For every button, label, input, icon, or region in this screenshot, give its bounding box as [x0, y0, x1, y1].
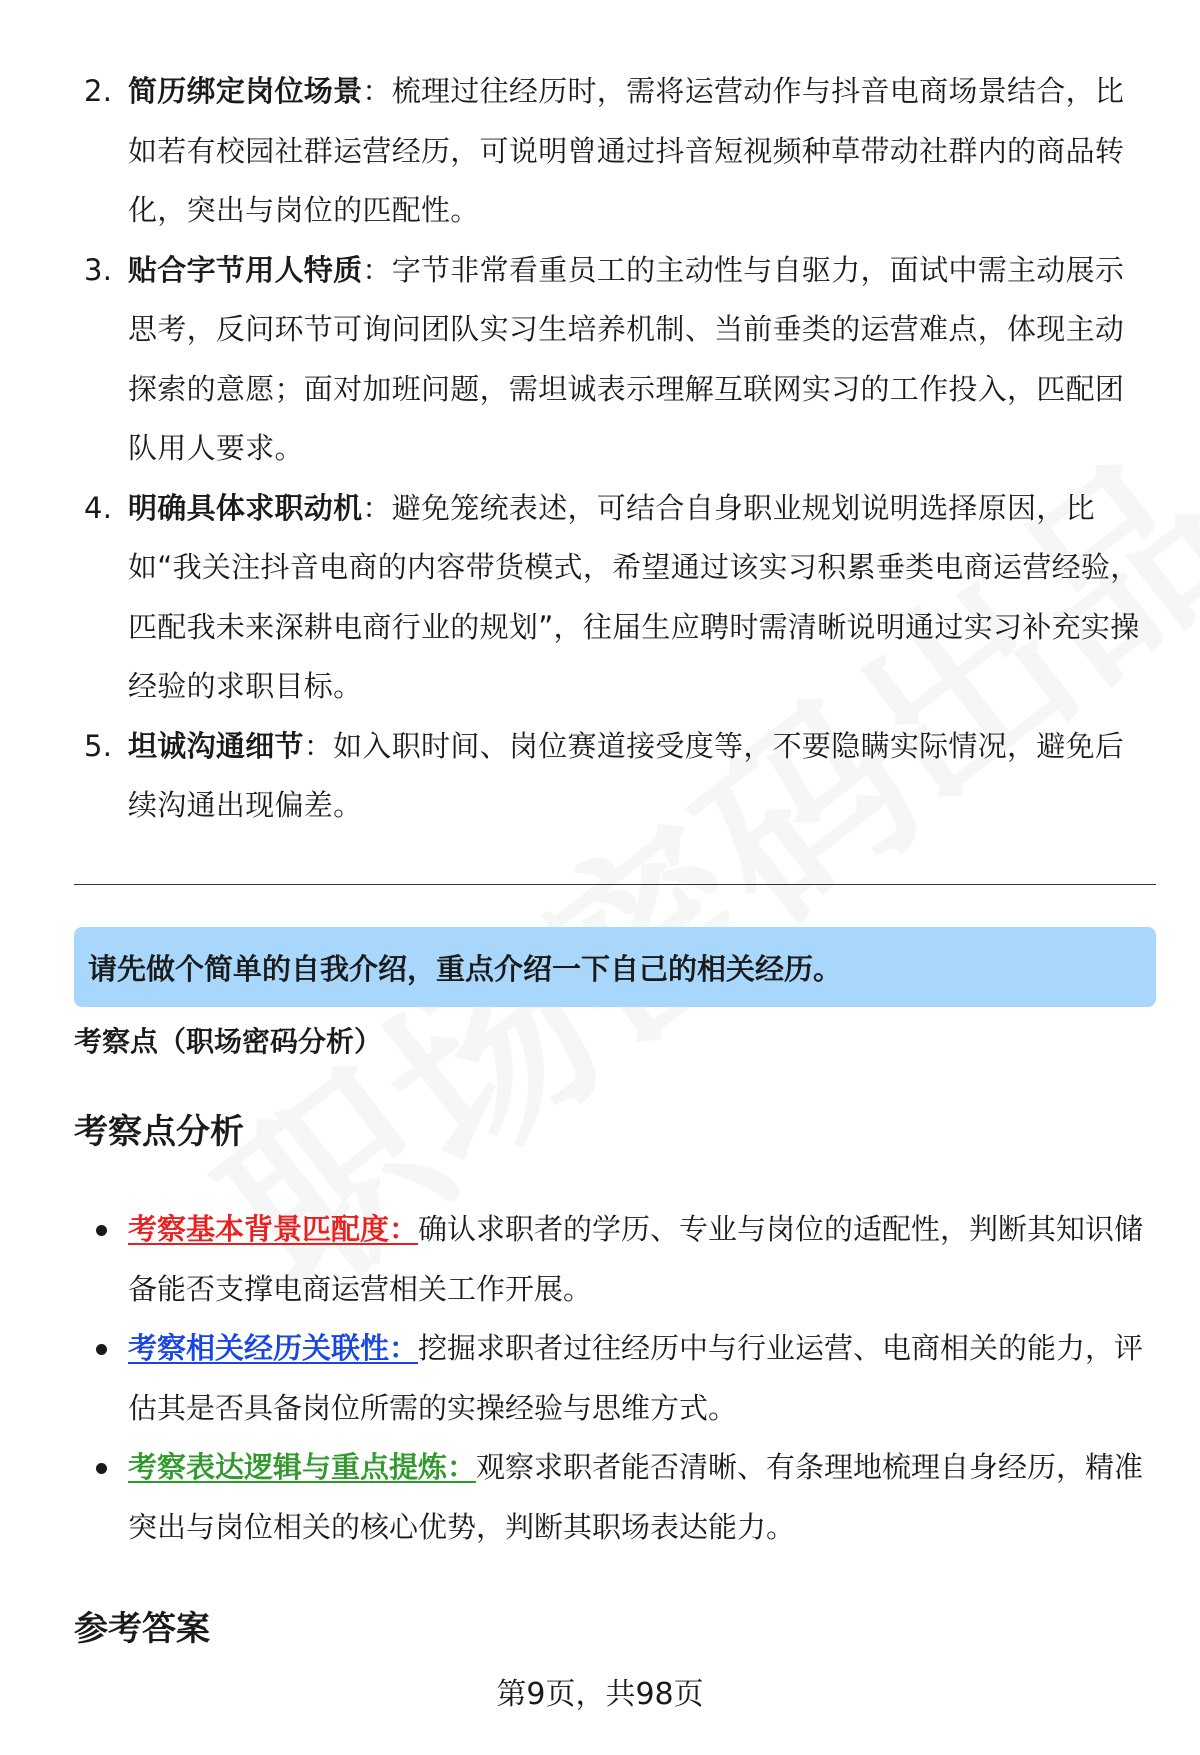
point-text: 确认求职者的学历、专业与岗位的适配性，判断其知识储备能否支撑电商运营相关工作开展。 — [128, 1212, 1144, 1306]
list-item — [74, 62, 1144, 241]
question-text: 请先做个简单的自我介绍，重点介绍一下自己的相关经历。 — [88, 951, 843, 986]
list-item — [74, 241, 1144, 479]
list-item-title: 坦诚沟通细节 — [128, 728, 304, 763]
list-item-title: 明确具体求职动机 — [128, 490, 363, 525]
point-text: 挖掘求职者过往经历中与行业运营、电商相关的能力，评估其是否具备岗位所需的实操经验与思维方式。 — [128, 1331, 1144, 1425]
list-number: 5. — [84, 728, 113, 763]
list-number: 2. — [84, 74, 113, 108]
list-item-title: 贴合字节用人特质 — [128, 252, 363, 287]
answer-heading: 参考答案 — [74, 1609, 210, 1649]
list-item — [74, 717, 1144, 836]
list-item — [74, 1200, 1144, 1319]
section-divider — [74, 884, 1156, 885]
tips-list — [74, 62, 1144, 836]
point-tag: 考察表达逻辑与重点提炼： — [128, 1450, 477, 1484]
list-item — [74, 1438, 1144, 1557]
list-item-text: ：如入职时间、岗位赛道接受度等，不要隐瞒实际情况，避免后续沟通出现偏差。 — [128, 728, 1125, 822]
question-callout — [74, 927, 1156, 1007]
list-item — [74, 479, 1144, 717]
analysis-points — [74, 1200, 1144, 1557]
list-item-text: ：避免笼统表述，可结合自身职业规划说明选择原因，比如“我关注抖音电商的内容带货模式，希望通过该实习积累垂类电商运营经验，匹配我未来深耕电商行业的规划”，往届生应聘时需清晰说明通过实习补充实操经验的求职目标。 — [128, 490, 1140, 703]
sub-label: 考察点（职场密码分析） — [74, 1025, 383, 1058]
list-item — [74, 1319, 1144, 1438]
analysis-heading: 考察点分析 — [74, 1112, 244, 1152]
list-item-text: ：梳理过往经历时，需将运营动作与抖音电商场景结合，比如若有校园社群运营经历，可说明曾通过抖音短视频种草带动社群内的商品转化，突出与岗位的匹配性。 — [128, 74, 1125, 227]
page-number: 第9页，共98页 — [496, 1677, 704, 1712]
list-number: 4. — [84, 490, 113, 525]
point-tag: 考察相关经历关联性： — [128, 1331, 419, 1365]
point-text: 观察求职者能否清晰、有条理地梳理自身经历，精准突出与岗位相关的核心优势，判断其职场表达能力。 — [128, 1450, 1144, 1544]
list-item-title: 简历绑定岗位场景 — [128, 74, 363, 108]
list-item-text: ：字节非常看重员工的主动性与自驱力，面试中需主动展示思考，反问环节可询问团队实习生培养机制、当前垂类的运营难点，体现主动探索的意愿；面对加班问题，需坦诚表示理解互联网实习的工作投入，匹配团队用人要求。 — [128, 252, 1125, 465]
list-number: 3. — [84, 252, 113, 287]
point-tag: 考察基本背景匹配度： — [128, 1212, 419, 1246]
